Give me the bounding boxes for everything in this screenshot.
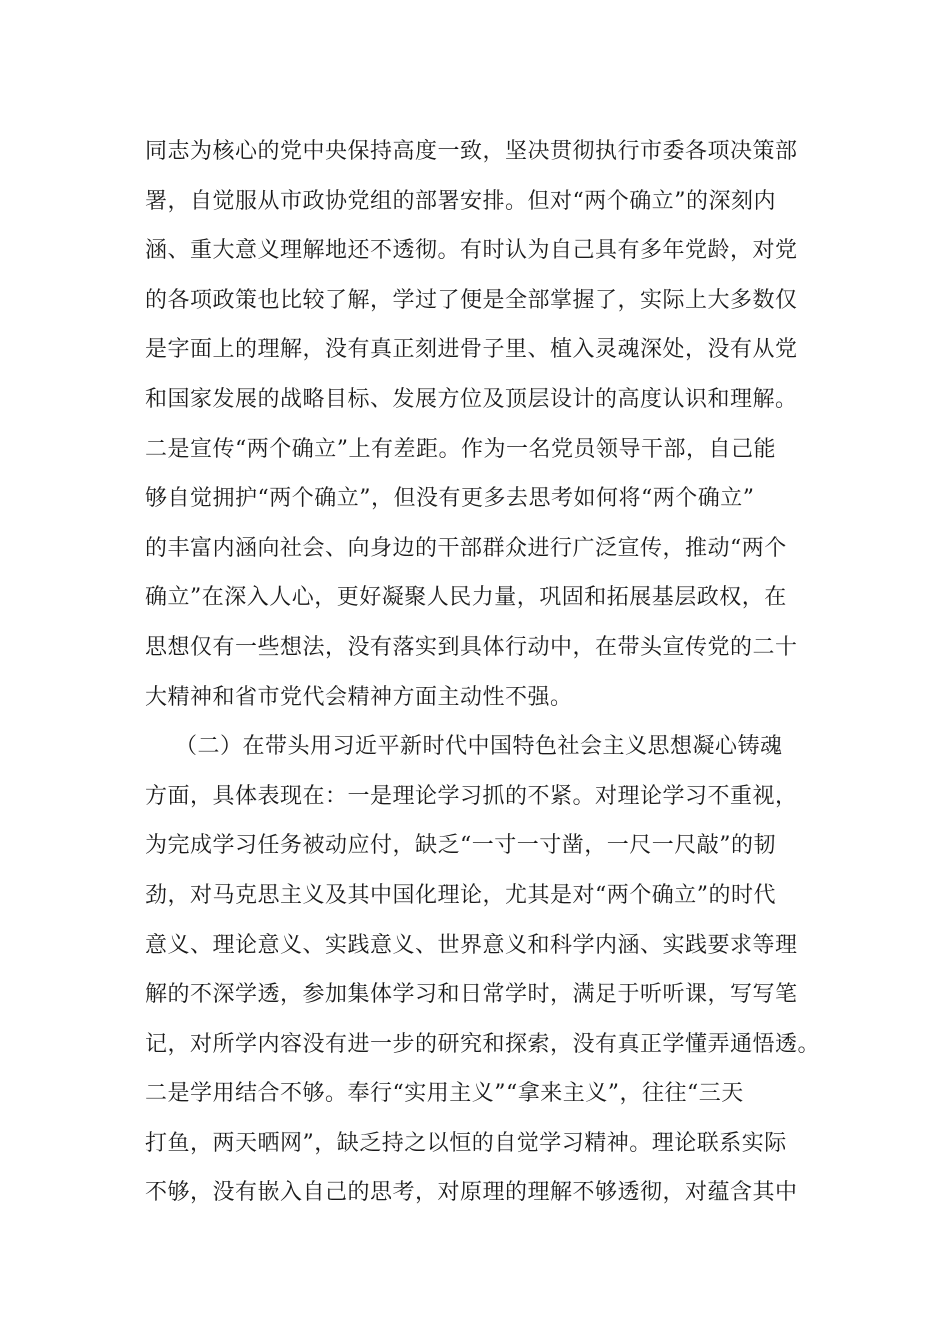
text-line: 署，自觉服从市政协党组的部署安排。但对“两个确立”的深刻内 [145, 188, 776, 214]
text-line: 和国家发展的战略目标、发展方位及顶层设计的高度认识和理解。 [145, 386, 798, 412]
text-line: 不够，没有嵌入自己的思考，对原理的理解不够透彻，对蕴含其中 [145, 1180, 798, 1206]
text-line: 的丰富内涵向社会、向身边的干部群众进行广泛宣传，推动“两个 [145, 535, 787, 561]
text-line: 涵、重大意义理解地还不透彻。有时认为自己具有多年党龄，对党 [145, 238, 798, 264]
text-line: 解的不深学透，参加集体学习和日常学时，满足于听听课，写写笔 [145, 982, 798, 1008]
body-text [145, 127, 825, 1218]
text-line: 的各项政策也比较了解，学过了便是全部掌握了，实际上大多数仅 [145, 287, 798, 313]
text-line: 打鱼，两天晒网”，缺乏持之以恒的自觉学习精神。理论联系实际 [145, 1130, 787, 1156]
text-line: 大精神和省市党代会精神方面主动性不强。 [145, 684, 573, 710]
text-line: 意义、理论意义、实践意义、世界意义和科学内涵、实践要求等理 [145, 932, 798, 958]
text-line: 为完成学习任务被动应付，缺乏“一寸一寸凿，一尺一尺敲”的韧 [145, 833, 776, 859]
text-line: 方面，具体表现在：一是理论学习抓的不紧。对理论学习不重视， [145, 783, 798, 809]
text-line: 同志为核心的党中央保持高度一致，坚决贯彻执行市委各项决策部 [145, 139, 798, 164]
text-line: 思想仅有一些想法，没有落实到具体行动中，在带头宣传党的二十 [145, 634, 798, 660]
text-line: 记，对所学内容没有进一步的研究和探索，没有真正学懂弄通悟透。 [145, 1031, 821, 1057]
text-line: 二是学用结合不够。奉行“实用主义”“拿来主义”，往往“三天 [145, 1081, 744, 1107]
text-line: 确立”在深入人心，更好凝聚人民力量，巩固和拓展基层政权，在 [145, 585, 787, 611]
text-line: 够自觉拥护“两个确立”，但没有更多去思考如何将“两个确立” [145, 486, 755, 512]
text-line: 劲，对马克思主义及其中国化理论，尤其是对“两个确立”的时代 [145, 882, 776, 908]
text-line: 二是宣传“两个确立”上有差距。作为一名党员领导干部，自己能 [145, 436, 776, 462]
section-heading-line: （二）在带头用习近平新时代中国特色社会主义思想凝心铸魂 [175, 734, 783, 760]
text-line: 是字面上的理解，没有真正刻进骨子里、植入灵魂深处，没有从党 [145, 337, 798, 363]
